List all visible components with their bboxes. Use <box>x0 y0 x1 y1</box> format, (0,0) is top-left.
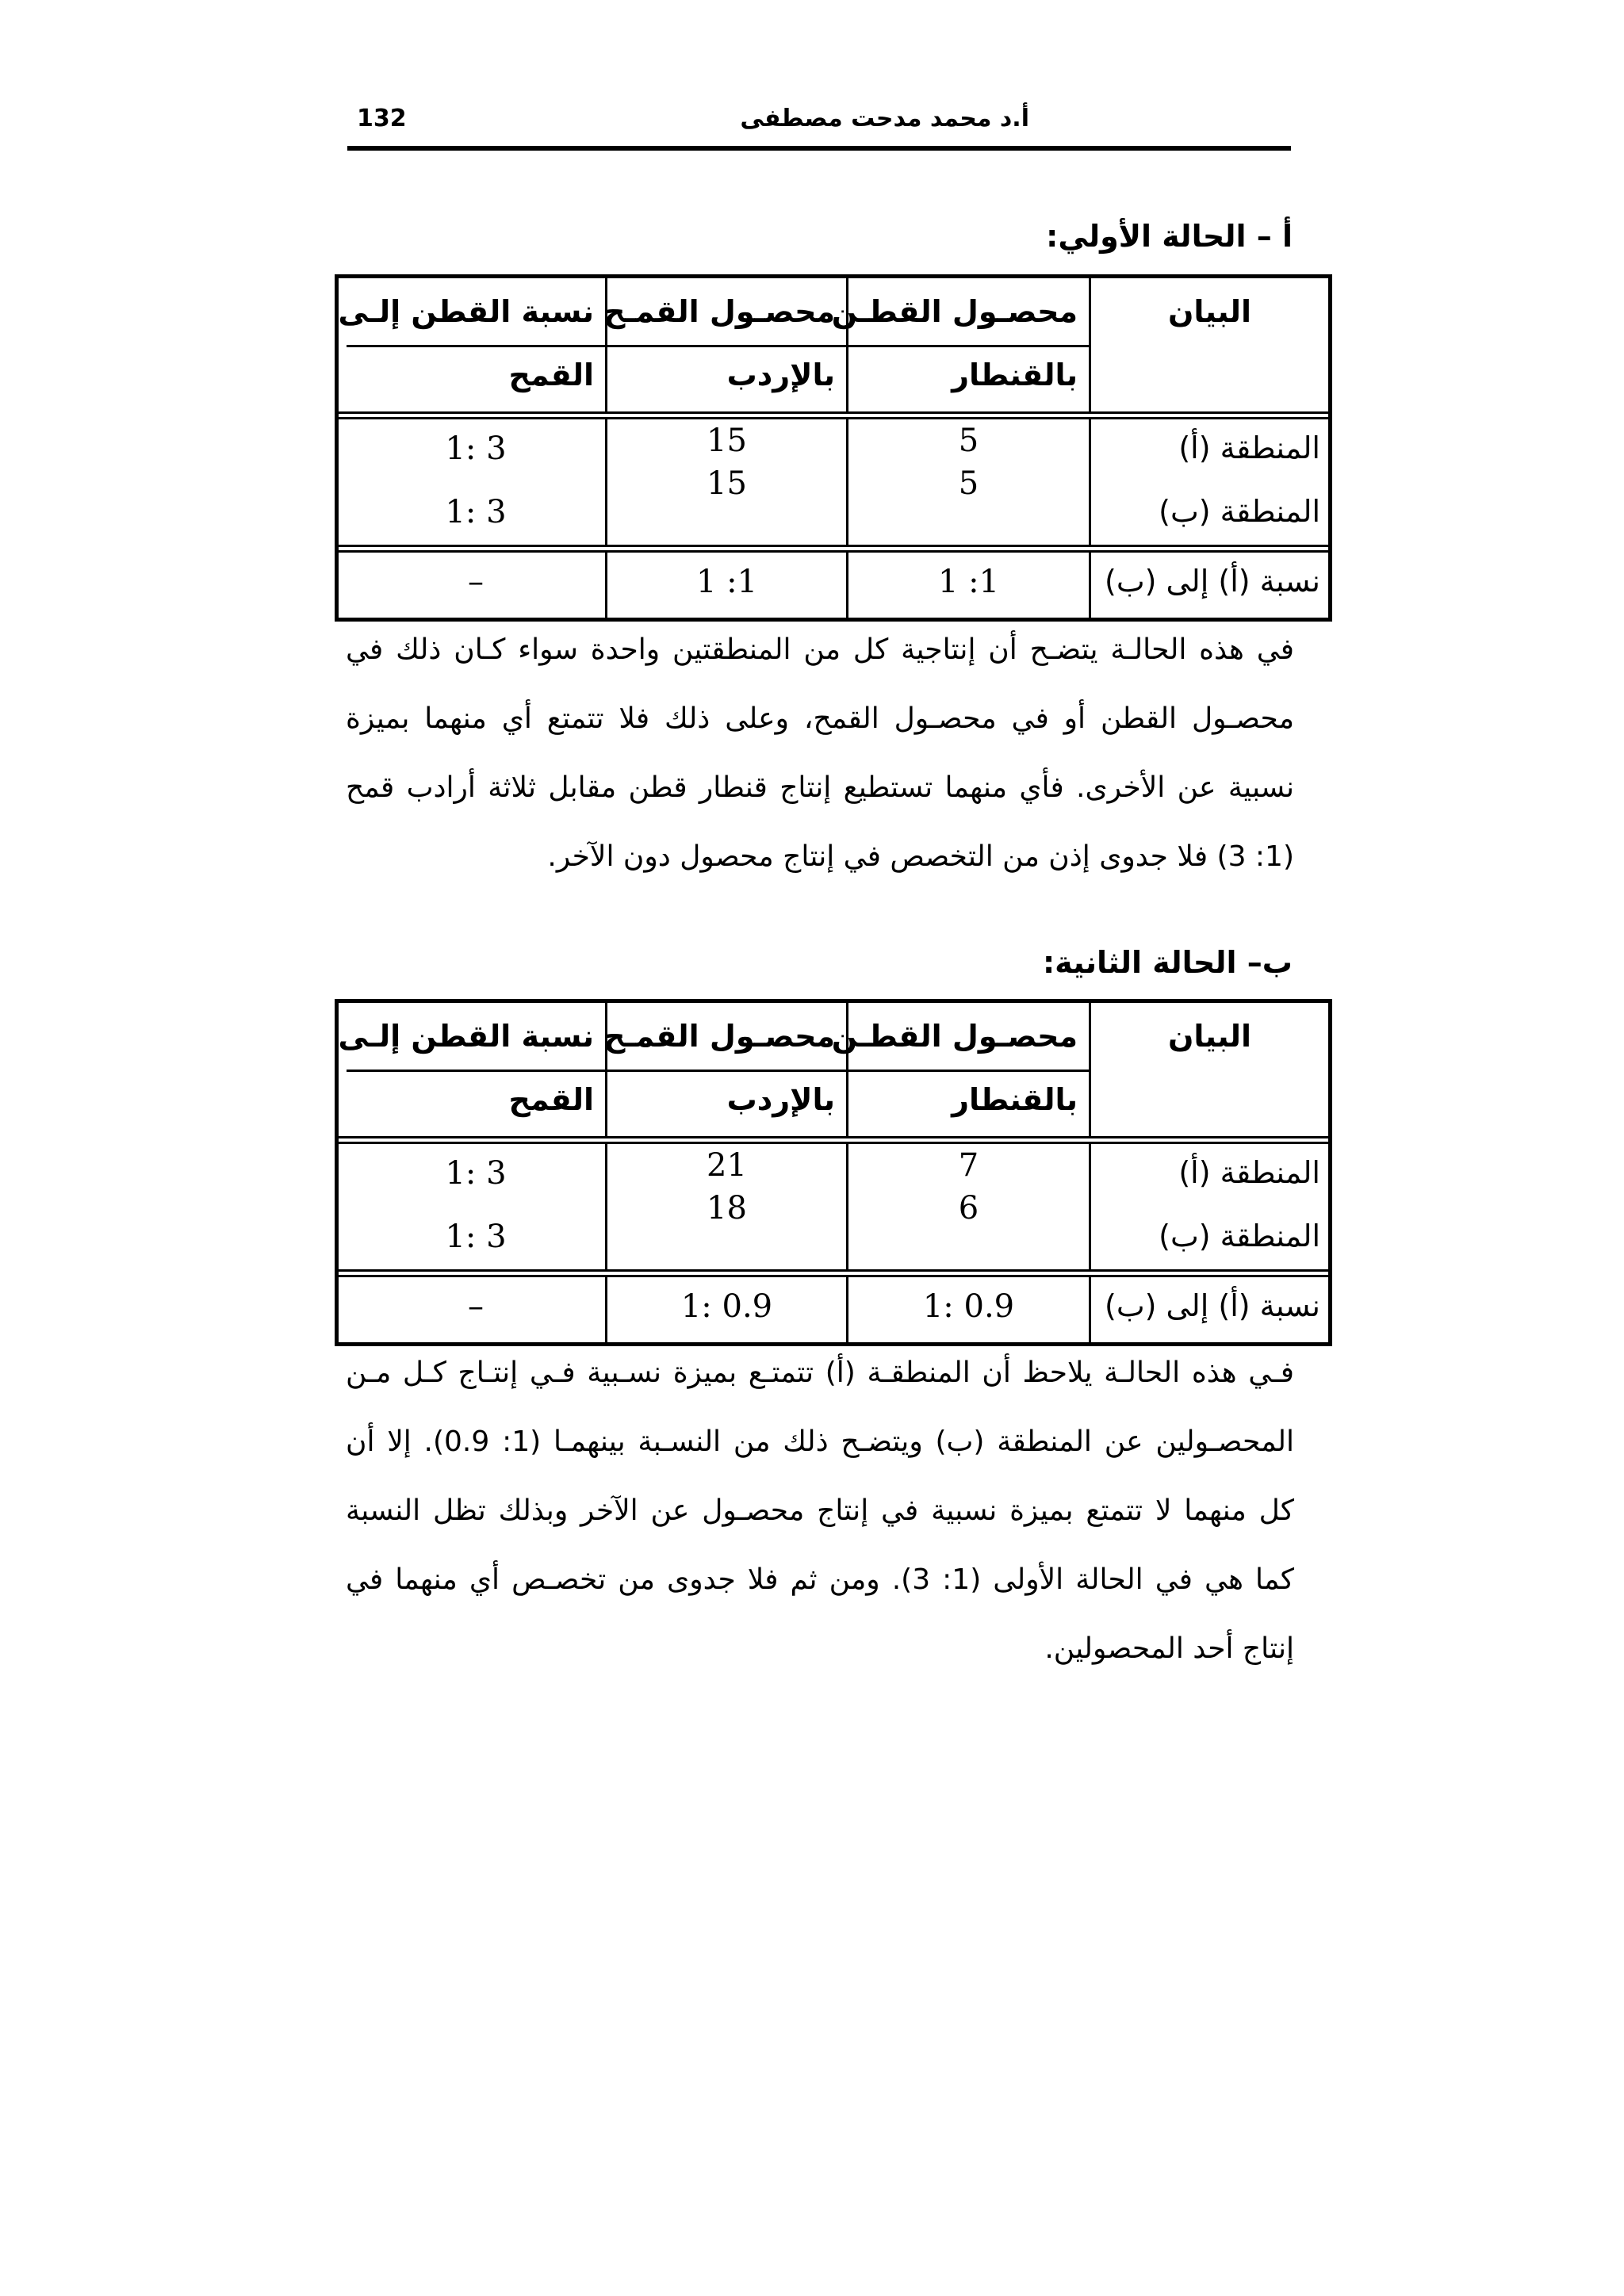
ratio-label-cell <box>1089 553 1328 618</box>
cotton-values-cell <box>846 419 1089 545</box>
ratio-label-cell <box>1089 1277 1328 1342</box>
region-b-label: المنطقة (ب) <box>1159 1219 1320 1253</box>
header-divider <box>607 345 846 347</box>
table-header-row <box>339 278 1328 419</box>
case2-title: ب– الحالة الثانية: <box>1042 945 1293 980</box>
header-divider <box>347 345 605 347</box>
ratio-b-value: 1: 3 <box>445 494 507 530</box>
header-cell-wheat: محصـول القمـح بالإردب <box>605 1003 846 1136</box>
header-divider <box>607 1070 846 1072</box>
region-a-label: المنطقة (أ) <box>1178 430 1320 465</box>
cotton-values-cell <box>846 1144 1089 1269</box>
header-cell-ratio: نسبة القطن إلـى القمح <box>347 1003 605 1136</box>
region-b-label: المنطقة (ب) <box>1159 494 1320 529</box>
header-cell-cotton: محصـول القطـن بالقنطار <box>846 1003 1089 1136</box>
wheat-b-value: 18 <box>707 1190 747 1226</box>
cotton-b-value: 5 <box>958 465 979 502</box>
ratio-cotton-cell <box>846 1277 1089 1342</box>
ratio-wheat-cell <box>605 553 846 618</box>
header-divider <box>848 1070 1089 1072</box>
page-header <box>347 100 1291 151</box>
case2-table <box>335 999 1332 1346</box>
header-cell-statement: البيان <box>1089 278 1328 411</box>
ratio-values-cell <box>347 419 605 545</box>
ratio-row-label: نسبة (أ) إلى (ب) <box>1105 1288 1320 1323</box>
table-header-row <box>339 1003 1328 1144</box>
ratio-values-cell <box>347 1144 605 1269</box>
header-divider <box>347 1070 605 1072</box>
case2-paragraph: فـي هذه الحالـة يلاحظ أن المنطقـة (أ) تتمتـع بميزة نسـبية فـي إنتـاج كـل مـن المحصـولين عن المنطقة (ب) ويتضـح ذلك من النسـبة بينهمـا (1: 0.9). إلا أن كل منهما لا تتمتع بميزة نسبية في إنتاج محصـول عن الآخر وبذلك تظل النسبة كما هي في الحالة الأولى (1: 3). ومن ثم فلا جدوى من تخصـص أي منهما في إنتاج أحد المحصولين. <box>346 1357 1294 1665</box>
region-labels-cell <box>1089 419 1328 545</box>
wheat-a-value: 15 <box>707 423 747 459</box>
region-labels-cell <box>1089 1144 1328 1269</box>
cotton-b-value: 6 <box>958 1190 979 1226</box>
cotton-a-value: 7 <box>958 1147 979 1184</box>
running-author: أ.د محمد مدحت مصطفى <box>740 105 1029 132</box>
ratio-ratio-value: – <box>468 564 484 600</box>
header-cell-ratio: نسبة القطن إلـى القمح <box>347 278 605 411</box>
page-number: 132 <box>357 105 407 132</box>
header-divider <box>848 345 1089 347</box>
ratio-wheat-value: 1 :1 <box>695 564 758 600</box>
ratio-wheat-value: 1: 0.9 <box>680 1288 773 1325</box>
table-data-row <box>339 419 1328 553</box>
ratio-b-value: 1: 3 <box>445 1219 507 1255</box>
ratio-wheat-cell <box>605 1277 846 1342</box>
wheat-b-value: 15 <box>707 465 747 502</box>
region-a-label: المنطقة (أ) <box>1178 1155 1320 1190</box>
table-ratio-row <box>339 1277 1328 1342</box>
ratio-a-value: 1: 3 <box>445 430 507 467</box>
wheat-values-cell <box>605 419 846 545</box>
ratio-cotton-value: 1: 0.9 <box>922 1288 1015 1325</box>
wheat-a-value: 21 <box>707 1147 747 1184</box>
case1-title: أ – الحالة الأولي: <box>1046 219 1293 254</box>
case1-table <box>335 274 1332 622</box>
table-ratio-row <box>339 553 1328 618</box>
ratio-row-label: نسبة (أ) إلى (ب) <box>1105 564 1320 599</box>
case1-paragraph: في هذه الحالـة يتضـح أن إنتاجية كل من المنطقتين واحدة سواء كـان ذلك في محصـول القطن أو في محصـول القمح، وعلى ذلك فلا تتمتع أي منهما بميزة نسبية عن الأخرى. فأي منهما تستطيع إنتاج قنطار قطن مقابل ثلاثة أرادب قمح (1: 3) فلا جدوى إذن من التخصص في إنتاج محصول دون الآخر. <box>346 633 1294 873</box>
ratio-ratio-cell <box>347 1277 605 1342</box>
wheat-values-cell <box>605 1144 846 1269</box>
ratio-a-value: 1: 3 <box>445 1155 507 1192</box>
ratio-cotton-value: 1 :1 <box>937 564 1000 600</box>
ratio-ratio-cell <box>347 553 605 618</box>
ratio-ratio-value: – <box>468 1288 484 1325</box>
cotton-a-value: 5 <box>958 423 979 459</box>
ratio-cotton-cell <box>846 553 1089 618</box>
header-cell-cotton: محصـول القطـن بالقنطار <box>846 278 1089 411</box>
header-cell-wheat: محصـول القمـح بالإردب <box>605 278 846 411</box>
header-cell-statement: البيان <box>1089 1003 1328 1136</box>
table-data-row <box>339 1144 1328 1277</box>
